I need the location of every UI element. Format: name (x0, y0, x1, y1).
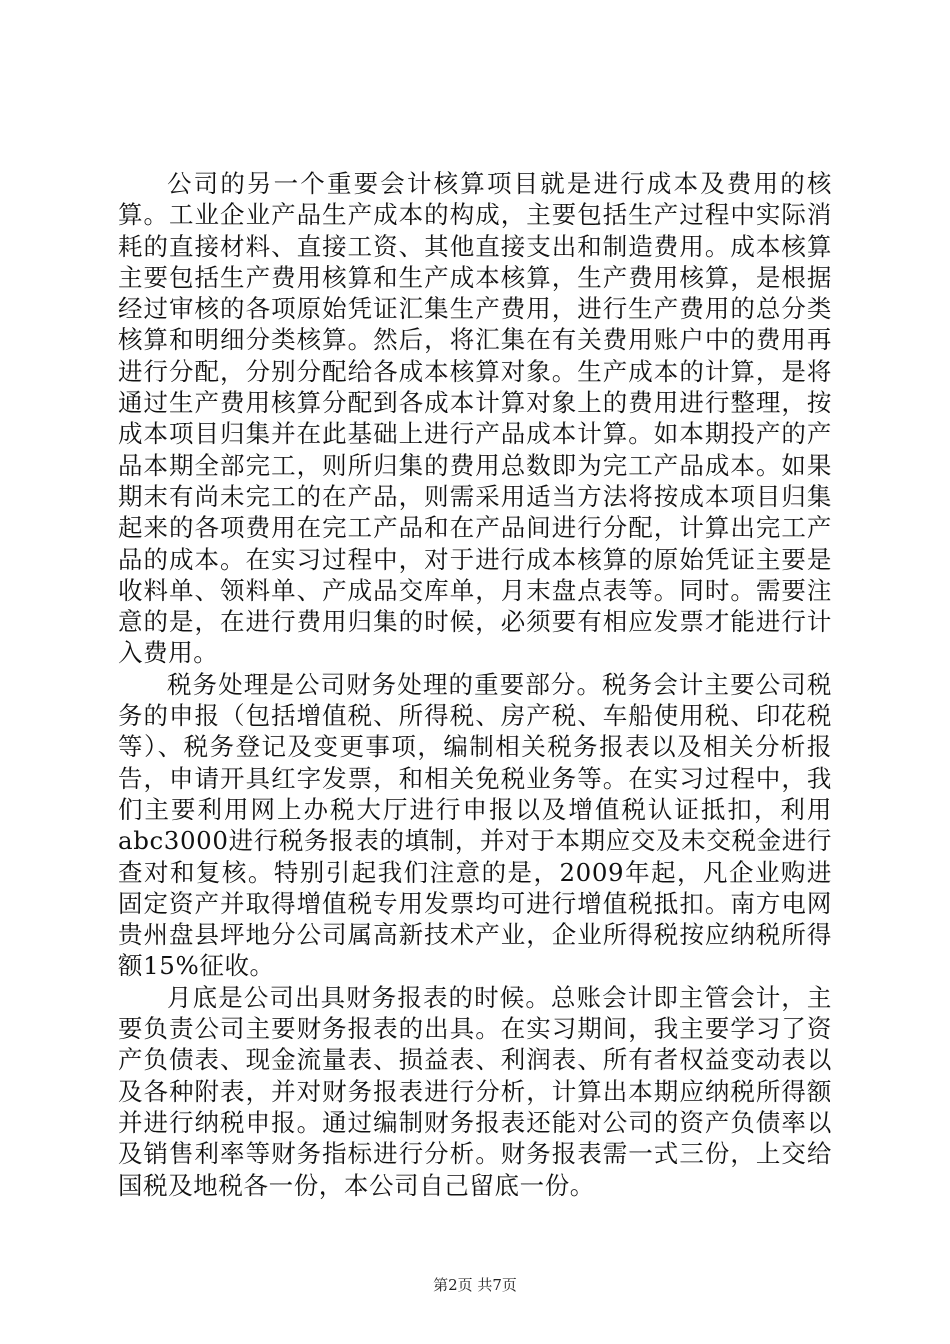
paragraph-cost-accounting: 公司的另一个重要会计核算项目就是进行成本及费用的核算。工业企业产品生产成本的构成，主要包括生产过程中实际消耗的直接材料、直接工资、其他直接支出和制造费用。成本核算主要包括生产费用核算和生产成本核算，生产费用核算，是根据经过审核的各项原始凭证汇集生产费用，进行生产费用的总分类核算和明细分类核算。然后，将汇集在有关费用账户中的费用再进行分配，分别分配给各成本核算对象。生产成本的计算，是将通过生产费用核算分配到各成本计算对象上的费用进行整理，按成本项目归集并在此基础上进行产品成本计算。如本期投产的产品本期全部完工，则所归集的费用总数即为完工产品成本。如果期末有尚未完工的在产品，则需采用适当方法将按成本项目归集起来的各项费用在完工产品和在产品间进行分配，计算出完工产品的成本。在实习过程中，对于进行成本核算的原始凭证主要是收料单、领料单、产成品交库单，月末盘点表等。同时。需要注意的是，在进行费用归集的时候，必须要有相应发票才能进行计入费用。 (118, 169, 832, 668)
paragraph-tax-processing: 税务处理是公司财务处理的重要部分。税务会计主要公司税务的申报（包括增值税、所得税、房产税、车船使用税、印花税等）、税务登记及变更事项，编制相关税务报表以及相关分析报告，申请开具红字发票，和相关免税业务等。在实习过程中，我们主要利用网上办税大厅进行申报以及增值税认证抵扣，利用abc3000进行税务报表的填制，并对于本期应交及未交税金进行查对和复核。特别引起我们注意的是，2009年起，凡企业购进固定资产并取得增值税专用发票均可进行增值税抵扣。南方电网贵州盘县坪地分公司属高新技术产业，企业所得税按应纳税所得额15%征收。 (118, 669, 832, 981)
document-body (118, 168, 832, 1201)
page-number-footer: 第2页 共7页 (433, 1276, 517, 1294)
paragraph-financial-reports: 月底是公司出具财务报表的时候。总账会计即主管会计，主要负责公司主要财务报表的出具。在实习期间，我主要学习了资产负债表、现金流量表、损益表、利润表、所有者权益变动表以及各种附表，并对财务报表进行分析，计算出本期应纳税所得额并进行纳税申报。通过编制财务报表还能对公司的资产负债率以及销售利率等财务指标进行分析。财务报表需一式三份，上交给国税及地税各一份，本公司自己留底一份。 (118, 982, 832, 1200)
